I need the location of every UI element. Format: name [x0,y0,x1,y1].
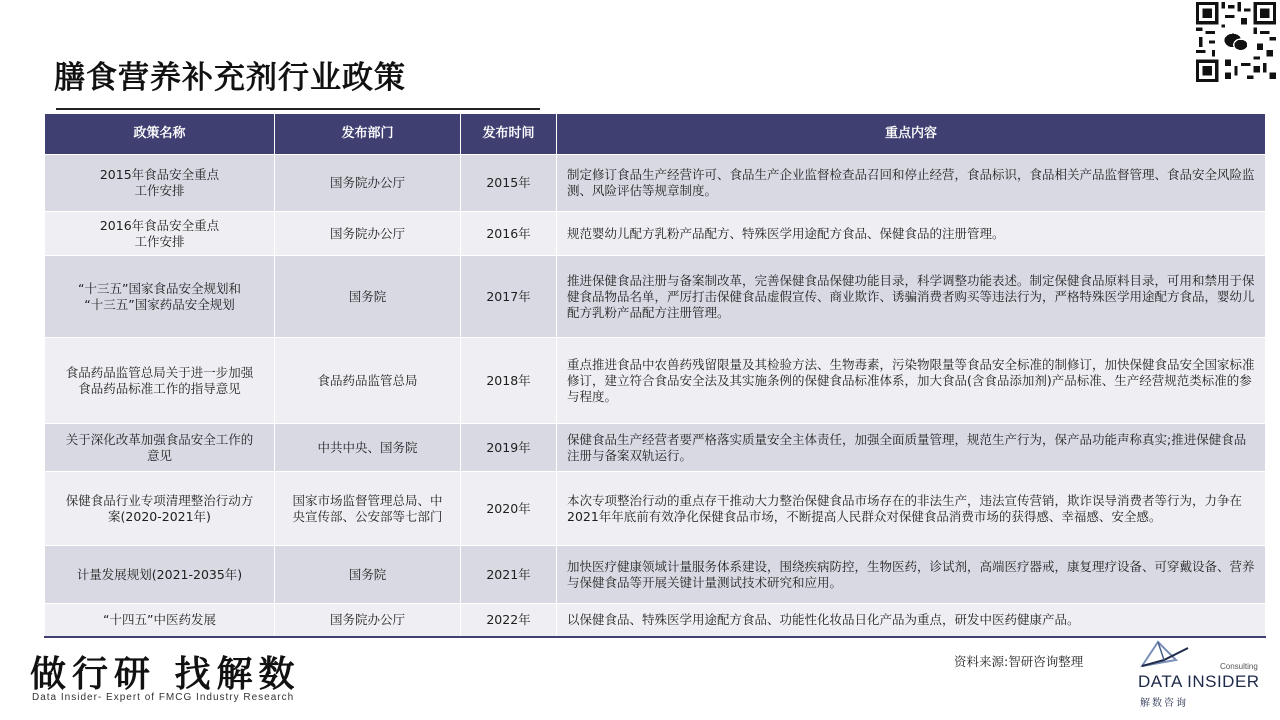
department-cell: 国务院办公厅 [275,604,461,637]
table-header-row [45,114,1266,155]
content-cell: 制定修订食品生产经营许可、食品生产企业监督检查品召回和停止经营，食品标识，食品相关产品监督管理、食品安全风险监测、风险评估等规章制度。 [557,155,1266,212]
year-cell: 2017年 [461,256,557,338]
data-insider-logo-icon [1136,640,1196,674]
year-cell: 2021年 [461,546,557,604]
logo-chinese-name: 解数咨询 [1140,698,1188,709]
year-cell: 2019年 [461,424,557,472]
content-cell: 推进保健食品注册与备案制改革，完善保健食品保健功能目录，科学调整功能表述。制定保健食品原料目录，可用和禁用于保健食品物品名单，严厉打击保健食品虚假宣传、商业欺诈、诱骗消费者购买等违法行为，严格特殊医学用途配方食品，婴幼儿配方乳粉产品配方注册管理。 [557,256,1266,338]
content-cell: 保健食品生产经营者要严格落实质量安全主体责任，加强全面质量管理，规范生产行为，保产品功能声称真实;推进保健食品注册与备案双轨运行。 [557,424,1266,472]
header-department: 发布部门 [275,114,461,155]
table-row [45,604,1266,637]
department-cell: 国务院 [275,546,461,604]
table-row [45,212,1266,256]
year-cell: 2018年 [461,338,557,424]
department-cell: 国务院 [275,256,461,338]
table-row [45,472,1266,546]
year-cell: 2015年 [461,155,557,212]
page-title: 膳食营养补充剂行业政策 [54,60,406,96]
policy-name-cell: 2015年食品安全重点 工作安排 [45,155,275,212]
header-key-content: 重点内容 [557,114,1266,155]
content-cell: 以保健食品、特殊医学用途配方食品、功能性化妆品日化产品为重点，研发中医药健康产品。 [557,604,1266,637]
year-cell: 2020年 [461,472,557,546]
department-cell: 国务院办公厅 [275,155,461,212]
logo-consulting-label: Consulting [1220,662,1258,671]
policy-name-cell: 关于深化改革加强食品安全工作的 意见 [45,424,275,472]
brand-slogan-subtitle: Data Insider- Expert of FMCG Industry Research [32,692,295,703]
table-row [45,155,1266,212]
title-underline [56,108,540,110]
content-cell: 重点推进食品中农兽药残留限量及其检验方法、生物毒素，污染物限量等食品安全标准的制修订，加快保健食品安全国家标准修订，建立符合食品安全法及其实施条例的保健食品标准体系，加大食品(含食品添加剂)产品标准、生产经营规范类标准的参与程度。 [557,338,1266,424]
department-cell: 国务院办公厅 [275,212,461,256]
logo-name: DATA INSIDER [1138,672,1260,691]
content-cell: 加快医疗健康领域计量服务体系建设，围绕疾病防控，生物医药，诊试剂，高端医疗器戒，康复理疗设备、可穿戴设备、营养与保健食品等开展关键计量测试技术研究和应用。 [557,546,1266,604]
policy-name-cell: 计量发展规划(2021-2035年) [45,546,275,604]
policy-name-cell: “十三五”国家食品安全规划和 “十三五”国家药品安全规划 [45,256,275,338]
table-row [45,256,1266,338]
department-cell: 中共中央、国务院 [275,424,461,472]
qr-code-icon [1196,2,1276,82]
policy-name-cell: 保健食品行业专项清理整治行动方 案(2020-2021年) [45,472,275,546]
content-cell: 规范婴幼儿配方乳粉产品配方、特殊医学用途配方食品、保健食品的注册管理。 [557,212,1266,256]
header-date: 发布时间 [461,114,557,155]
policy-name-cell: 2016年食品安全重点 工作安排 [45,212,275,256]
year-cell: 2022年 [461,604,557,637]
table-row [45,546,1266,604]
year-cell: 2016年 [461,212,557,256]
department-cell: 国家市场监督管理总局、中 央宣传部、公安部等七部门 [275,472,461,546]
content-cell: 本次专项整治行动的重点存干推动大力整治保健食品市场存在的非法生产，违法宣传营销，欺诈误导消费者等行为，力争在2021年年底前有效净化保健食品市场，不断提高人民群众对保健食品消费市场的获得感、幸福感、安全感。 [557,472,1266,546]
table-row [45,424,1266,472]
policy-table [44,113,1266,638]
table-row [45,338,1266,424]
data-source-note: 资料来源:智研咨询整理 [954,654,1084,669]
department-cell: 食品药品监管总局 [275,338,461,424]
policy-name-cell: “十四五”中医药发展 [45,604,275,637]
brand-slogan: 做行研 找解数 [30,653,301,695]
data-insider-logo [1136,640,1262,710]
header-policy-name: 政策名称 [45,114,275,155]
policy-name-cell: 食品药品监管总局关于进一步加强 食品药品标准工作的指导意见 [45,338,275,424]
